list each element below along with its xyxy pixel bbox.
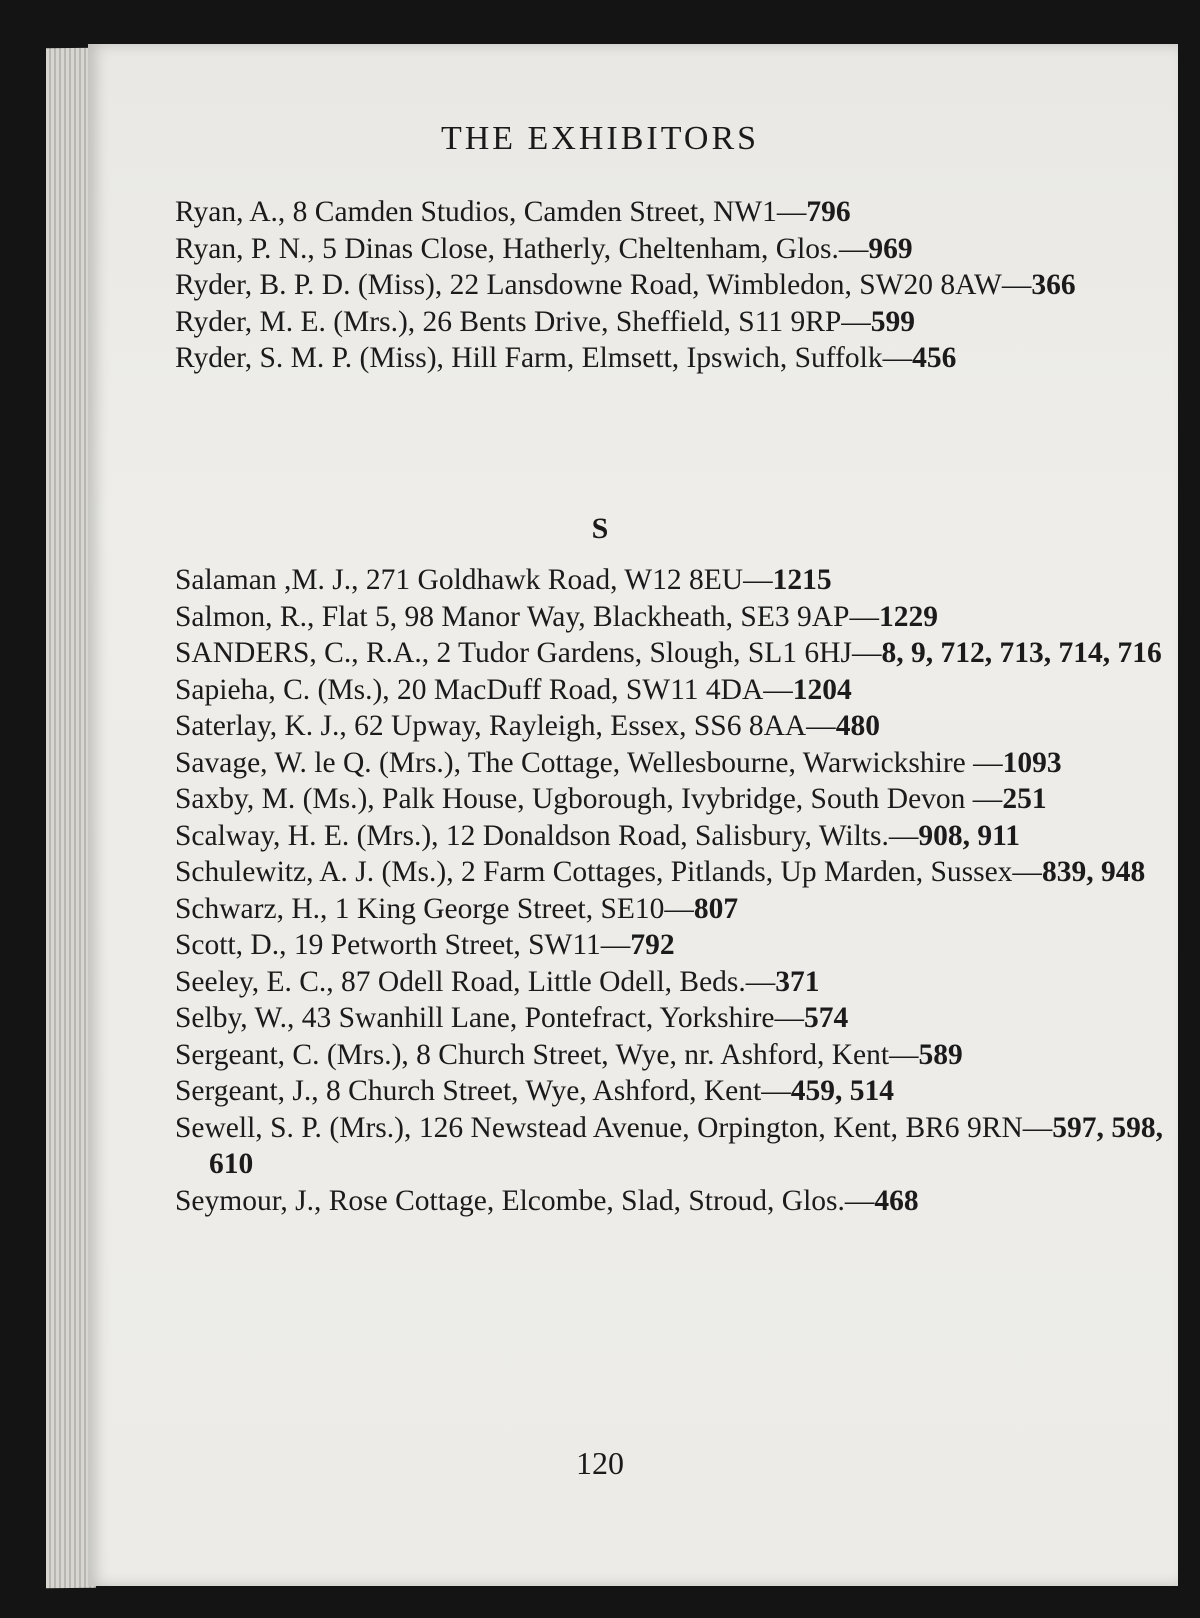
exhibitor-details: Schulewitz, A. J. (Ms.), 2 Farm Cottages, Pitlands, Up Marden, Sussex— [175, 856, 1042, 888]
exhibitor-details: Salmon, R., Flat 5, 98 Manor Way, Blackheath, SE3 9AP— [175, 600, 879, 633]
exhibitor-entry [175, 708, 1163, 745]
exhibit-numbers: 1204 [792, 673, 852, 706]
exhibitor-entry [175, 745, 1163, 782]
exhibitor-entry [175, 927, 1163, 964]
exhibitor-details: Sergeant, C. (Mrs.), 8 Church Street, Wye, nr. Ashford, Kent— [175, 1038, 919, 1071]
exhibitor-details: Saxby, M. (Ms.), Palk House, Ugborough, Ivybridge, South Devon — [175, 783, 1003, 815]
exhibit-numbers: 969 [868, 232, 913, 265]
exhibit-numbers: 371 [775, 965, 820, 998]
exhibit-numbers: 459, 514 [790, 1075, 894, 1107]
exhibit-numbers: 456 [912, 342, 957, 374]
exhibit-numbers: 589 [918, 1038, 963, 1071]
exhibitor-details: Saterlay, K. J., 62 Upway, Rayleigh, Essex, SS6 8AA— [175, 710, 836, 742]
exhibit-numbers: 807 [693, 892, 739, 925]
exhibitor-details: Sergeant, J., 8 Church Street, Wye, Ashford, Kent— [175, 1075, 791, 1107]
section-heading: S [591, 512, 609, 545]
exhibitor-entry [175, 1000, 1163, 1037]
exhibitor-details: Seeley, E. C., 87 Odell Road, Little Odell, Beds.— [175, 965, 776, 998]
exhibitor-entry [175, 599, 1163, 636]
exhibitor-entry [175, 304, 1163, 341]
exhibitor-entry [175, 891, 1163, 928]
exhibitor-entry [175, 818, 1163, 855]
exhibit-numbers: 597, 598, 610 [209, 1111, 1163, 1180]
exhibitor-entry [175, 1110, 1163, 1183]
exhibitor-entry [175, 562, 1163, 599]
exhibitor-details: Schwarz, H., 1 King George Street, SE10— [175, 892, 694, 925]
exhibitor-details: Scott, D., 19 Petworth Street, SW11— [175, 929, 631, 961]
exhibitor-entry [175, 672, 1163, 709]
exhibitor-list-s [175, 562, 1163, 1219]
exhibitor-details: Scalway, H. E. (Mrs.), 12 Donaldson Road, Salisbury, Wilts.— [175, 819, 919, 852]
exhibitor-details: SANDERS, C., R.A., 2 Tudor Gardens, Slough, SL1 6HJ— [175, 637, 882, 669]
exhibitor-details: Sewell, S. P. (Mrs.), 126 Newstead Avenue, Orpington, Kent, BR6 9RN— [175, 1111, 1053, 1144]
exhibitor-entry [175, 781, 1163, 818]
exhibitor-entry [175, 635, 1163, 672]
exhibitor-entry [175, 1037, 1163, 1074]
exhibitor-entry [175, 194, 1163, 231]
exhibit-numbers: 908, 911 [918, 819, 1020, 852]
exhibit-numbers: 468 [874, 1184, 919, 1217]
exhibit-numbers: 251 [1002, 783, 1047, 815]
exhibitor-entry [175, 964, 1163, 1001]
exhibitor-details: Ryan, A., 8 Camden Studios, Camden Street, NW1— [175, 196, 807, 228]
exhibitor-details: Salaman ,M. J., 271 Goldhawk Road, W12 8EU— [175, 564, 773, 596]
exhibitor-details: Ryder, B. P. D. (Miss), 22 Lansdowne Road, Wimbledon, SW20 8AW— [175, 269, 1032, 301]
exhibitor-details: Selby, W., 43 Swanhill Lane, Pontefract, Yorkshire— [175, 1002, 805, 1034]
exhibitor-entry [175, 267, 1163, 304]
exhibitor-list-r [175, 194, 1163, 377]
exhibitor-entry [175, 231, 1163, 268]
exhibit-numbers: 480 [835, 710, 880, 742]
exhibit-numbers: 1093 [1002, 746, 1062, 779]
exhibit-numbers: 792 [630, 929, 675, 961]
exhibitor-entry [175, 854, 1163, 891]
exhibit-numbers: 8, 9, 712, 713, 714, 716 [881, 637, 1162, 669]
exhibit-numbers: 366 [1031, 269, 1076, 301]
exhibit-numbers: 839, 948 [1041, 856, 1146, 888]
exhibitor-details: Seymour, J., Rose Cottage, Elcombe, Slad, Stroud, Glos.— [175, 1184, 875, 1217]
exhibit-numbers: 1215 [772, 564, 832, 596]
exhibit-numbers: 599 [870, 305, 916, 338]
page-title: THE EXHIBITORS [440, 120, 760, 157]
exhibit-numbers: 796 [806, 196, 851, 228]
exhibitor-entry [175, 340, 1163, 377]
exhibitor-details: Ryder, M. E. (Mrs.), 26 Bents Drive, Sheffield, S11 9RP— [175, 305, 871, 338]
exhibit-numbers: 1229 [878, 600, 938, 633]
exhibitor-details: Sapieha, C. (Ms.), 20 MacDuff Road, SW11 4DA— [175, 673, 793, 706]
exhibitor-entry [175, 1073, 1163, 1110]
exhibitor-details: Savage, W. le Q. (Mrs.), The Cottage, Wellesbourne, Warwickshire — [175, 746, 1003, 779]
exhibitor-entry [175, 1183, 1163, 1220]
exhibitor-details: Ryan, P. N., 5 Dinas Close, Hatherly, Cheltenham, Glos.— [175, 232, 869, 265]
exhibit-numbers: 574 [804, 1002, 849, 1034]
page-number: 120 [576, 1445, 624, 1481]
exhibitor-details: Ryder, S. M. P. (Miss), Hill Farm, Elmsett, Ipswich, Suffolk— [175, 342, 913, 374]
